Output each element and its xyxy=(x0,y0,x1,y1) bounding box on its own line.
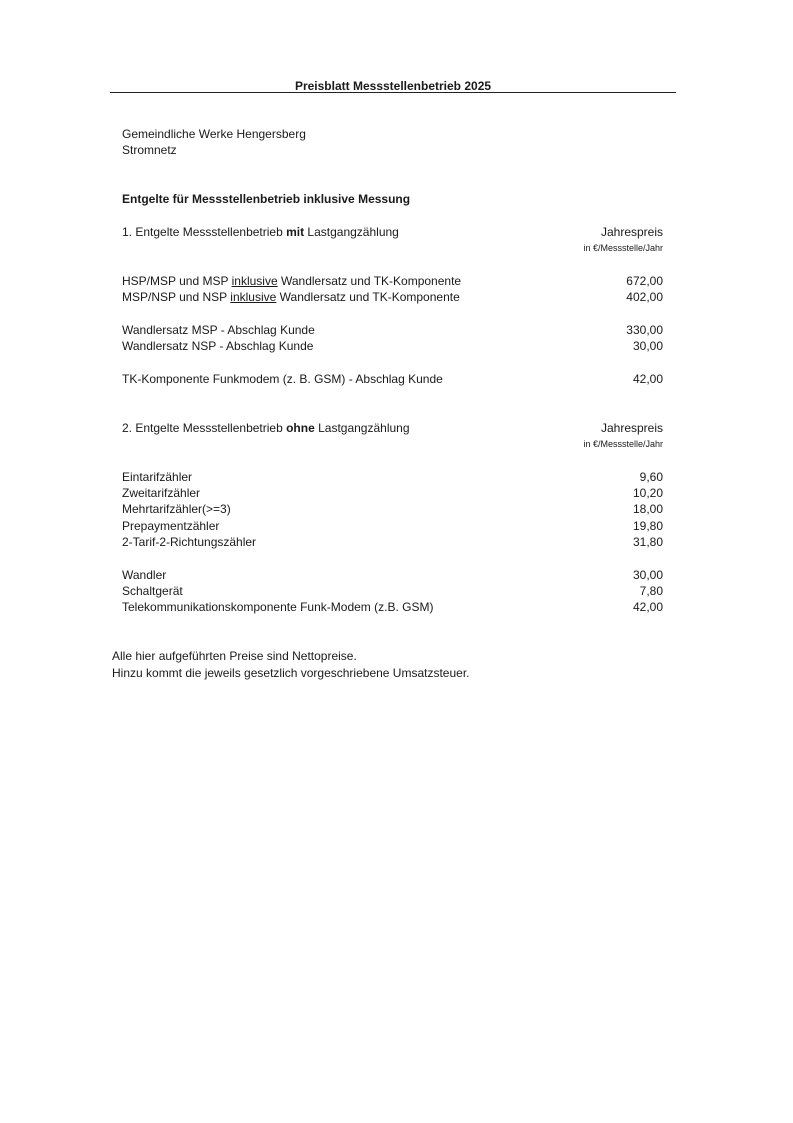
net-price-note: Alle hier aufgeführten Preise sind Nettopreise. xyxy=(112,649,357,663)
vat-note: Hinzu kommt die jeweils gesetzlich vorgeschriebene Umsatzsteuer. xyxy=(112,666,470,680)
section1-title-pre: 1. Entgelte Messstellenbetrieb xyxy=(122,225,287,239)
title-divider xyxy=(110,92,676,93)
section2-row-value: 19,80 xyxy=(632,519,663,533)
company-name: Gemeindliche Werke Hengersberg xyxy=(122,127,306,141)
section2-row-value: 9,60 xyxy=(639,470,663,484)
section2-row-value: 42,00 xyxy=(632,600,663,614)
section1-row-label: Wandlersatz MSP - Abschlag Kunde xyxy=(122,323,315,337)
section2-row-value: 30,00 xyxy=(632,568,663,582)
section2-price-unit: in €/Messstelle/Jahr xyxy=(583,439,663,449)
section2-row-label: Schaltgerät xyxy=(122,584,183,598)
section1-row-value: 672,00 xyxy=(626,274,663,288)
section1-row-label xyxy=(122,290,460,304)
row-label-underlined: inklusive xyxy=(231,274,278,288)
section2-row-label: Mehrtarifzähler(>=3) xyxy=(122,502,231,516)
section1-price-header: Jahrespreis xyxy=(600,225,663,239)
section1-row-value: 330,00 xyxy=(626,323,663,337)
row-label-pre: HSP/MSP und MSP xyxy=(122,274,232,288)
section2-row-value: 10,20 xyxy=(632,486,663,500)
section-heading: Entgelte für Messstellenbetrieb inklusive Messung xyxy=(122,192,411,206)
section2-title-bold: ohne xyxy=(286,421,315,435)
section1-row-value: 402,00 xyxy=(626,290,663,304)
section1-row-value: 30,00 xyxy=(632,339,663,353)
section2-row-label: Telekommunikationskomponente Funk-Modem (z.B. GSM) xyxy=(122,600,434,614)
page-title: Preisblatt Messstellenbetrieb 2025 xyxy=(294,79,492,93)
row-label-pre: MSP/NSP und NSP xyxy=(122,290,231,304)
section1-row-value: 42,00 xyxy=(632,372,663,386)
row-label-post: Wandlersatz und TK-Komponente xyxy=(277,274,462,288)
section2-row-label: Zweitarifzähler xyxy=(122,486,201,500)
section2-price-header: Jahrespreis xyxy=(600,421,663,435)
section2-title-pre: 2. Entgelte Messstellenbetrieb xyxy=(122,421,287,435)
section1-title-bold: mit xyxy=(286,225,305,239)
section1-price-unit: in €/Messstelle/Jahr xyxy=(583,243,663,253)
row-label-underlined: inklusive xyxy=(230,290,277,304)
section1-row-label: TK-Komponente Funkmodem (z. B. GSM) - Abschlag Kunde xyxy=(122,372,443,386)
section1-row-label xyxy=(122,274,461,288)
section2-row-label: 2-Tarif-2-Richtungszähler xyxy=(122,535,257,549)
section2-title xyxy=(122,421,410,435)
section2-row-value: 18,00 xyxy=(632,502,663,516)
section2-row-value: 7,80 xyxy=(639,584,663,598)
section2-row-label: Wandler xyxy=(122,568,167,582)
grid-type: Stromnetz xyxy=(122,143,177,157)
section2-row-label: Prepaymentzähler xyxy=(122,519,220,533)
section2-title-post: Lastgangzählung xyxy=(314,421,410,435)
section1-title-post: Lastgangzählung xyxy=(304,225,399,239)
section2-row-value: 31,80 xyxy=(632,535,663,549)
section1-row-label: Wandlersatz NSP - Abschlag Kunde xyxy=(122,339,314,353)
section1-title xyxy=(122,225,399,239)
row-label-post: Wandlersatz und TK-Komponente xyxy=(276,290,460,304)
section2-row-label: Eintarifzähler xyxy=(122,470,193,484)
